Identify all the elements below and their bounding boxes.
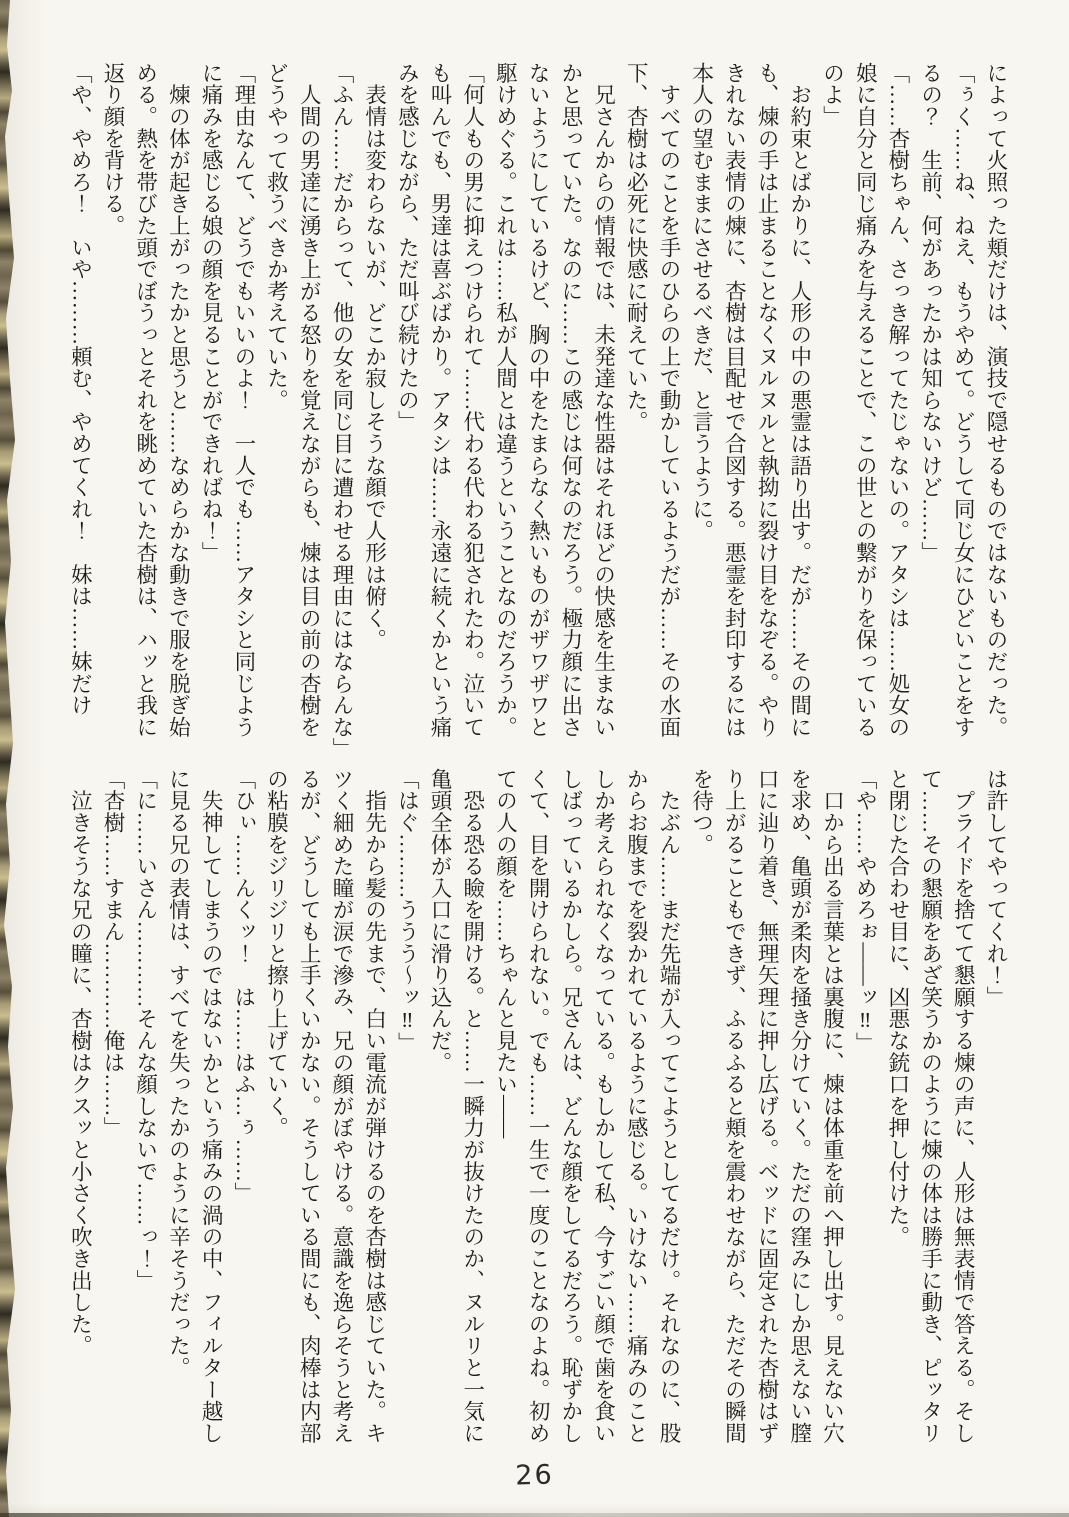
text-column: 「はぐ………ううう～ッ‼」 — [395, 768, 420, 1054]
text-column: かと思っていた。なのに……この感じは何なのだろう。極力顔に出さ — [558, 62, 583, 738]
text-column: を求め、亀頭が柔肉を掻き分けていく。ただの窪みにしか思えない膣 — [787, 768, 812, 1444]
text-column: も叫んでも、男達は喜ぶばかり。アタシは……永遠に続くかという痛 — [428, 62, 453, 738]
text-column: 指先から髪の先まで、白い電流が弾けるのを杏樹は感じていた。キ — [362, 768, 387, 1444]
text-block-top — [62, 62, 1012, 760]
text-column: 兄さんからの情報では、未発達な性器はそれほどの快感を生まない — [591, 62, 616, 738]
text-column: を待つ。 — [689, 768, 714, 856]
text-column: 本人の望むままにさせるべきだ、と言うように。 — [689, 62, 714, 542]
text-column: みを感じながら、ただ叫び続けたの」 — [395, 62, 420, 433]
text-column: 煉の体が起き上がったかと思うと……なめらかな動きで服を脱ぎ始 — [166, 62, 191, 738]
text-column: ツく細めた瞳が涙で滲み、兄の顔がぼやける。意識を逸らそうと考え — [329, 768, 354, 1444]
text-column: からお腹までを裂かれているように感じる。いけない……痛みのこと — [624, 768, 649, 1444]
torn-paper-edge — [0, 0, 16, 1517]
text-column: 「何人もの男に抑えつけられて……代わる代わる犯されたわ。泣いて — [460, 62, 485, 738]
text-column: 人間の男達に湧き上がる怒りを覚えながらも、煉は目の前の杏樹を — [297, 62, 322, 738]
text-column: 駆けめぐる。これは……私が人間とは違うということなのだろうか。 — [493, 62, 518, 738]
text-column: たぶん……まだ先端が入ってこようとしてるだけ。それなのに、股 — [656, 768, 681, 1444]
text-column: ての人の顔を……ちゃんと見たい―― — [493, 768, 518, 1139]
text-column: ないようにしているけど、胸の中をたまらなく熱いものがザワザワと — [526, 62, 551, 738]
text-column: も、煉の手は止まることなくヌルヌルと執拗に裂け目をなぞる。やり — [755, 62, 780, 738]
text-column: 返り顔を背ける。 — [101, 62, 126, 237]
text-column: 口に辿り着き、無理矢理に押し広げる。ベッドに固定された杏樹はず — [755, 768, 780, 1444]
text-column: 表情は変わらないが、どこか寂しそうな顔で人形は俯く。 — [362, 62, 387, 651]
text-column: 「理由なんて、どうでもいいのよ！ 一人でも……アタシと同じよう — [231, 62, 256, 738]
text-column: 「……杏樹ちゃん、さっき解ってたじゃないの。アタシは……処女の — [885, 62, 910, 738]
text-column: 娘に自分と同じ痛みを与えることで、この世との繋がりを保っている — [853, 62, 878, 738]
text-column: どうやって救うべきか考えていた。 — [264, 62, 289, 411]
text-column: きれない表情の煉に、杏樹は目配せで合図する。悪霊を封印するには — [722, 62, 747, 738]
text-column: は許してやってくれ！」 — [984, 768, 1008, 1008]
text-column: 恐る恐る瞼を開ける。と……一瞬力が抜けたのか、ヌルリと一気に — [460, 768, 485, 1444]
text-column: しばっているかしら。兄さんは、どんな顔をしてるだろう。恥ずかし — [558, 768, 583, 1444]
text-column: 「ぅく……ね、ねえ、もうやめて。どうして同じ女にひどいことをす — [951, 62, 976, 738]
text-column: 下、杏樹は必死に快感に耐えていた。 — [624, 62, 649, 433]
text-column: 「杏樹……すまん…………俺は……」 — [101, 768, 126, 1139]
text-column: 「ふん……だからって、他の女を同じ目に遭わせる理由にはならんな」 — [329, 62, 354, 760]
text-column: のよ」 — [820, 62, 845, 128]
text-column: るが、どうしても上手くいかない。そうしている間にも、肉棒は内部 — [297, 768, 322, 1444]
text-column: によって火照った頬だけは、演技で隠せるものではないものだった。 — [984, 62, 1008, 738]
text-block-bottom — [62, 768, 1012, 1448]
text-column: 「や……やめろぉ――ッ‼」 — [853, 768, 878, 1054]
text-column: すべてのことを手のひらの上で動かしているようだが……その水面 — [656, 62, 681, 738]
scan-bottom-edge — [0, 1513, 1069, 1517]
text-column: に痛みを感じる娘の顔を見ることができればね！」 — [199, 62, 224, 564]
text-column: しか考えられなくなっている。もしかして私、今すごい顔で歯を食い — [591, 768, 616, 1444]
text-column: り上がることもできず、ふるふると頬を震わせながら、ただその瞬間 — [722, 768, 747, 1444]
page-number: 26 — [514, 1459, 555, 1492]
text-column: める。熱を帯びた頭でぼうっとそれを眺めていた杏樹は、ハッと我に — [133, 62, 158, 738]
text-column: くて、目を開けられない。でも……一生で一度のことなのよね。初め — [526, 768, 551, 1444]
text-column: 亀頭全体が入口に滑り込んだ。 — [428, 768, 453, 1074]
text-column: に見る兄の表情は、すべてを失ったかのように辛そうだった。 — [166, 768, 191, 1379]
text-column: るの？ 生前、何があったかは知らないけど……」 — [918, 62, 943, 564]
text-column: て……その懇願をあざ笑うかのように煉の体は勝手に動き、ピッタリ — [918, 768, 943, 1444]
text-column: 「や、やめろ！ いや………頼む、やめてくれ！ 妹は……妹だけ — [68, 62, 93, 716]
text-column: と閉じた合わせ目に、凶悪な銃口を押し付けた。 — [885, 768, 910, 1248]
text-column: 泣きそうな兄の瞳に、杏樹はクスッと小さく吹き出した。 — [68, 768, 93, 1357]
text-column: の粘膜をジリジリと擦り上げていく。 — [264, 768, 289, 1139]
text-column: 口から出る言葉とは裏腹に、煉は体重を前へ押し出す。見えない穴 — [820, 768, 845, 1444]
text-column: お約束とばかりに、人形の中の悪霊は語り出す。だが……その間に — [787, 62, 812, 738]
text-column: 失神してしまうのではないかという痛みの渦の中、フィルター越し — [199, 768, 224, 1444]
text-column: 「ひぃ……んくッ！ は……はふ…ぅ……」 — [231, 768, 256, 1204]
text-column: 「に……いさん…………そんな顔しないで……っ！」 — [133, 768, 158, 1292]
text-column: プライドを捨てて懇願する煉の声に、人形は無表情で答える。そし — [951, 768, 976, 1444]
